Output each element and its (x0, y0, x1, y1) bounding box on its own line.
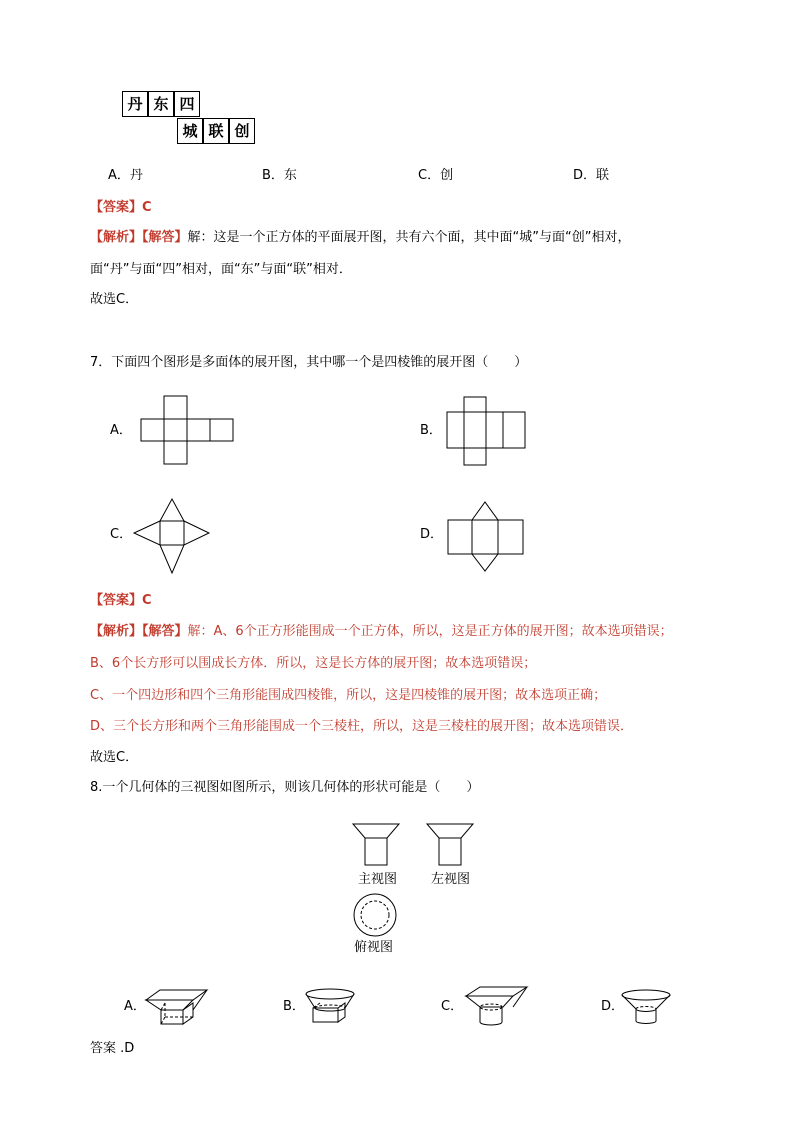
q7-analysis-line-3: C、一个四边形和四个三角形能围成四棱锥，所以，这是四棱锥的展开图；故本选项正确； (90, 688, 607, 703)
q6-analysis-line-2: 面“丹”与面“四”相对，面“东”与面“联”相对． (90, 262, 352, 277)
q7-option-d-label: D． (420, 527, 444, 542)
q7-analysis-line-2: B、6个长方形可以围成长方体．所以，这是长方体的展开图；故本选项错误； (90, 656, 537, 671)
q6-option-a: A．丹 (108, 168, 143, 183)
q8-option-a-label: A． (124, 999, 146, 1014)
net-cell-4: 城 (177, 118, 203, 144)
q6-option-b: B．东 (262, 168, 297, 183)
q8-top-view-label: 俯视图 (354, 940, 394, 955)
q7-conclusion: 故选C． (90, 750, 139, 765)
q7-question: 7．下面四个图形是多面体的展开图，其中哪一个是四棱锥的展开图（ ） (90, 355, 528, 370)
q7-option-b-label: B． (420, 423, 442, 438)
q7-analysis-tag: 【解析】【解答】 (90, 624, 188, 639)
net-cell-5: 联 (203, 118, 229, 144)
q8-answer: 答案 .D (90, 1041, 135, 1056)
q6-analysis-text-1: 解：这是一个正方体的平面展开图，共有六个面，其中面“城”与面“创”相对， (187, 230, 631, 245)
q6-option-d: D．联 (573, 168, 610, 183)
q8-question: 8.一个几何体的三视图如图所示，则该几何体的形状可能是（ ） (90, 780, 480, 795)
q8-left-view-label: 左视图 (431, 872, 471, 887)
q8-option-b-label: B． (283, 999, 305, 1014)
q7-analysis-text-1: 解：A、6个正方形能围成一个正方体，所以，这是正方体的展开图；故本选项错误； (187, 624, 673, 639)
q6-conclusion: 故选C． (90, 292, 139, 307)
q6-answer: 【答案】C (90, 200, 152, 215)
q8-option-d-label: D． (601, 999, 625, 1014)
q7-answer: 【答案】C (90, 593, 152, 608)
q6-analysis-tag: 【解析】【解答】 (90, 230, 188, 245)
net-cell-2: 东 (148, 91, 174, 117)
q7-option-a-label: A． (110, 423, 132, 438)
net-cell-1: 丹 (122, 91, 148, 117)
q8-front-view-label: 主视图 (358, 872, 398, 887)
q7-analysis-line-4: D、三个长方形和两个三角形能围成一个三棱柱，所以，这是三棱柱的展开图；故本选项错误． (90, 719, 634, 734)
q7-option-c-label: C． (110, 527, 133, 542)
net-cell-6: 创 (229, 118, 255, 144)
q6-option-c: C．创 (418, 168, 454, 183)
q8-option-c-label: C． (441, 999, 464, 1014)
net-cell-3: 四 (174, 91, 200, 117)
